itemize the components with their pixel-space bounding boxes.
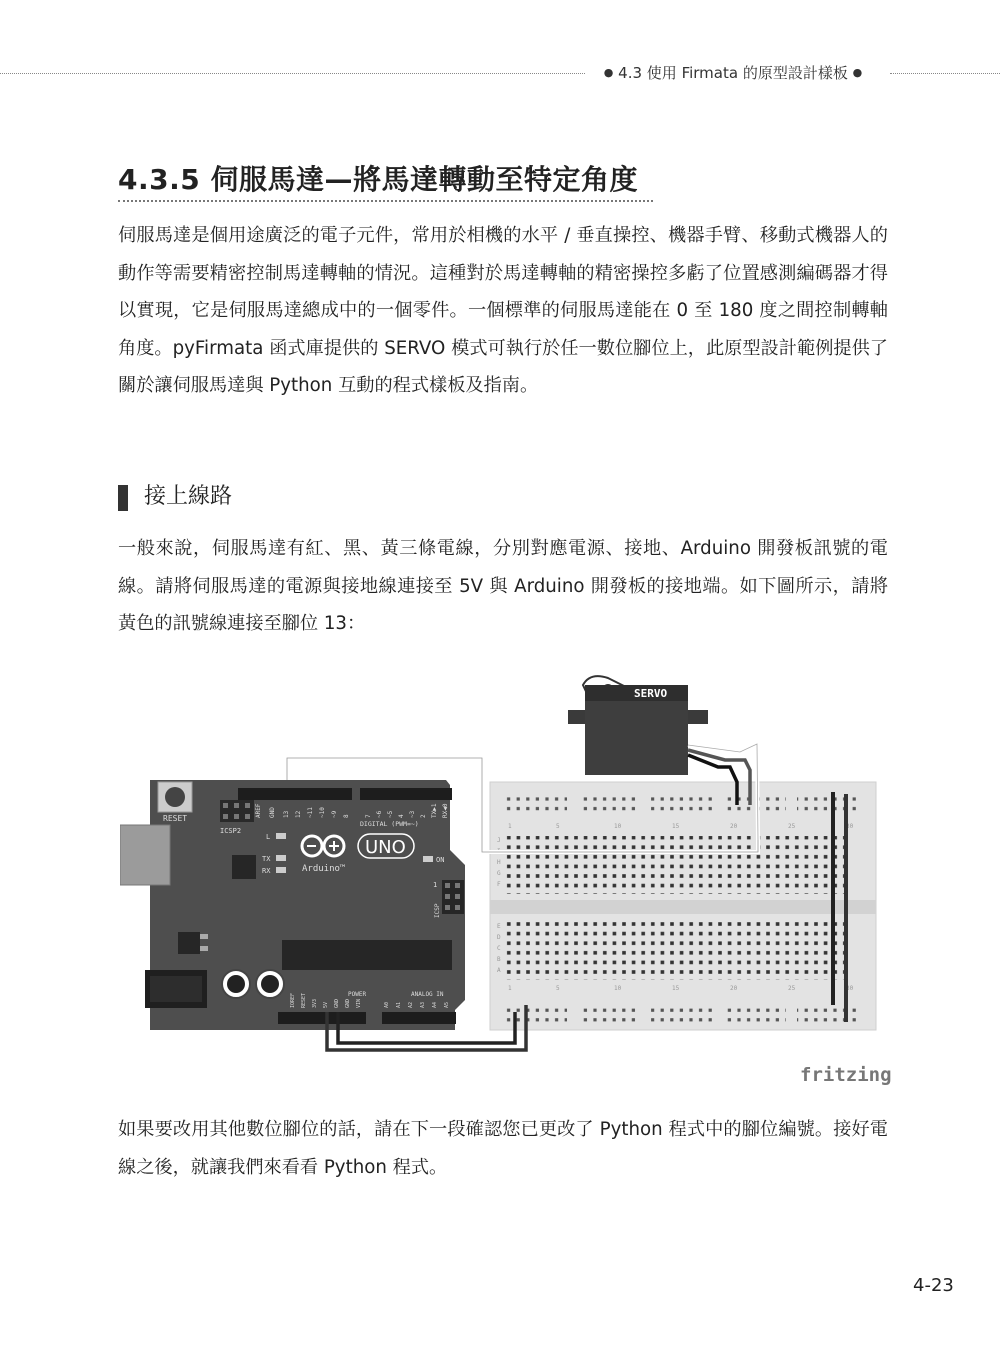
analog-pin-label: A5 — [444, 1001, 450, 1008]
bb-row-letter: B — [497, 956, 501, 963]
pin-label: 4 — [398, 814, 405, 818]
on-label: ON — [436, 856, 445, 864]
bb-col-number: 15 — [672, 823, 680, 830]
analog-label: ANALOG IN — [411, 991, 444, 998]
bb-row-letter: A — [497, 967, 501, 974]
bb-row-letter: J — [497, 837, 501, 844]
pin-label: 8 — [343, 814, 350, 818]
icsp2-label: ICSP2 — [220, 827, 242, 835]
bb-col-number: 5 — [556, 823, 560, 830]
gnd-label: GND — [269, 807, 276, 818]
subheading-bar — [118, 485, 128, 511]
tx-label: TX — [262, 855, 271, 863]
intro-paragraph: 伺服馬達是個用途廣泛的電子元件，常用於相機的水平 / 垂直操控、機器手臂、移動式機器人的動作等需要精密控制馬達轉軸的情況。這種對於馬達轉軸的精密操控多虧了位置感測編碼器才得以實現，它是伺服馬達總成中的一個零件。一個標準的伺服馬達能在 0 至 180 度之間控制轉軸角度。pyFirmata 函式庫提供的 SERVO 模式可執行於任一數位腳位上，此原型設計範例提供了關於讓伺服馬達與 Python 互動的程式樣板及指南。 — [118, 225, 888, 397]
running-header — [583, 62, 883, 83]
bb-row-letter: I — [497, 848, 501, 855]
arduino-label: Arduino™ — [302, 864, 346, 874]
power-pin-label: VIN — [356, 998, 362, 1008]
bb-col-number: 10 — [614, 823, 622, 830]
aref-label: AREF — [255, 803, 262, 818]
digital-label: DIGITAL (PWM=~) — [360, 820, 419, 828]
bb-row-letter: H — [497, 859, 501, 866]
pin-label: ~3 — [409, 810, 416, 818]
icsp-label: ICSP — [434, 903, 441, 918]
section-title: 4.3.5 伺服馬達—將馬達轉動至特定角度 — [118, 163, 638, 196]
bb-col-number: 5 — [556, 985, 560, 992]
bb-col-number: 1 — [508, 823, 512, 830]
l-label: L — [266, 833, 271, 841]
bb-col-number: 20 — [730, 823, 738, 830]
header-section-number: 4.3 — [618, 64, 643, 82]
bb-row-letter: E — [497, 923, 501, 930]
analog-pin-label: A0 — [384, 1001, 390, 1008]
one-label: 1 — [433, 881, 438, 889]
bb-col-number: 25 — [788, 823, 796, 830]
pin-label: ~11 — [307, 807, 314, 818]
rx-label: RX — [262, 867, 271, 875]
analog-pin-label: A4 — [432, 1001, 438, 1008]
bb-col-number: 30 — [846, 985, 854, 992]
pin-label: RX◀0 — [442, 803, 449, 818]
analog-pin-label: A3 — [420, 1001, 426, 1008]
pin-label: ~6 — [376, 810, 383, 818]
bb-col-number: 10 — [614, 985, 622, 992]
bb-row-letter: D — [497, 934, 501, 941]
header-rule-left — [0, 73, 585, 74]
pin-label: ~10 — [319, 807, 326, 818]
breadboard — [490, 782, 876, 1030]
servo-motor — [568, 676, 708, 775]
pin-label: ~9 — [331, 810, 338, 818]
reset-label: RESET — [163, 814, 188, 823]
wiring-diagram — [120, 660, 890, 1060]
fritzing-credit: fritzing — [800, 1064, 892, 1086]
bb-col-number: 30 — [846, 823, 854, 830]
analog-pin-label: A1 — [396, 1001, 402, 1008]
servo-label: SERVO — [634, 687, 668, 700]
pin-label: ~5 — [387, 810, 394, 818]
bb-row-letter: C — [497, 945, 501, 952]
arduino-board — [120, 780, 465, 1030]
title-underline — [118, 200, 653, 202]
analog-pin-label: A2 — [408, 1001, 414, 1008]
header-bullet-icon: ● — [603, 66, 614, 79]
pin-label: 13 — [283, 810, 290, 818]
wiring-paragraph: 一般來說，伺服馬達有紅、黑、黃三條電線，分別對應電源、接地、Arduino 開發板訊號的電線。請將伺服馬達的電源與接地線連接至 5V 與 Arduino 開發板的接地端。如下圖所示，請將黃色的訊號線連接至腳位 13： — [118, 538, 888, 635]
pin-label: 12 — [295, 810, 302, 818]
power-pin-label: 3V3 — [312, 998, 318, 1008]
uno-label: UNO — [365, 837, 406, 858]
power-pin-label: GND — [345, 998, 351, 1008]
bb-row-letter: G — [497, 870, 501, 877]
header-bullet-icon: ● — [852, 66, 863, 79]
power-pin-label: 5V — [323, 1001, 329, 1008]
pin-label: TX▶1 — [431, 803, 438, 818]
bb-col-number: 15 — [672, 985, 680, 992]
subheading-text: 接上線路 — [144, 484, 233, 509]
bb-col-number: 20 — [730, 985, 738, 992]
page-number: 4-23 — [913, 1275, 954, 1296]
power-pin-label: IOREF — [290, 992, 296, 1008]
next-step-paragraph: 如果要改用其他數位腳位的話，請在下一段確認您已更改了 Python 程式中的腳位編號。接好電線之後，就讓我們來看看 Python 程式。 — [118, 1119, 888, 1178]
power-pin-label: RESET — [301, 992, 307, 1008]
pin-label: 2 — [420, 814, 427, 818]
pin-label: 7 — [365, 814, 372, 818]
header-rule-right — [890, 73, 1000, 74]
header-title: 使用 Firmata 的原型設計樣板 — [646, 64, 848, 82]
power-pin-label: GND — [334, 998, 340, 1008]
bb-row-letter: F — [497, 881, 501, 888]
power-label: POWER — [348, 991, 367, 998]
bb-col-number: 1 — [508, 985, 512, 992]
bb-col-number: 25 — [788, 985, 796, 992]
